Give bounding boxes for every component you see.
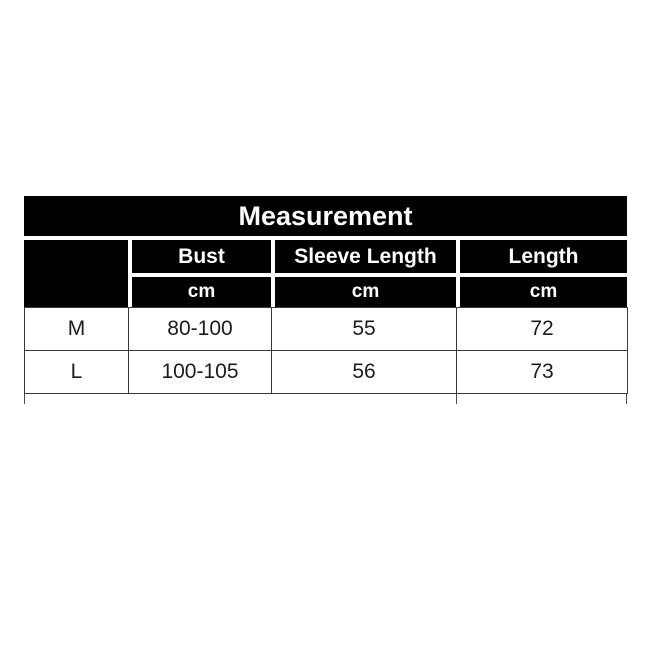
size-cell: L <box>25 351 129 394</box>
unit-cell-length: cm <box>460 277 627 307</box>
table-row-m <box>25 308 628 351</box>
sleeve-length-value-cell: 56 <box>272 351 457 394</box>
column-header-length: Length <box>460 240 627 273</box>
table-row-l <box>25 351 628 394</box>
size-cell: M <box>25 308 129 351</box>
length-value-cell: 73 <box>457 351 628 394</box>
border-overhang-tick <box>456 394 457 404</box>
unit-cell-bust: cm <box>132 277 271 307</box>
bust-value-cell: 80-100 <box>129 308 272 351</box>
sleeve-length-value-cell: 55 <box>272 308 457 351</box>
length-value-cell: 72 <box>457 308 628 351</box>
border-overhang-tick <box>24 394 25 404</box>
bust-value-cell: 100-105 <box>129 351 272 394</box>
table-body <box>24 307 628 394</box>
column-header-bust: Bust <box>132 240 271 273</box>
border-overhang-tick <box>626 394 627 404</box>
table-header <box>24 240 627 307</box>
column-header-sleeve-length: Sleeve Length <box>275 240 456 273</box>
header-corner-cell <box>24 240 128 307</box>
unit-cell-sleeve-length: cm <box>275 277 456 307</box>
table-title: Measurement <box>24 196 627 236</box>
measurement-table <box>24 196 627 394</box>
